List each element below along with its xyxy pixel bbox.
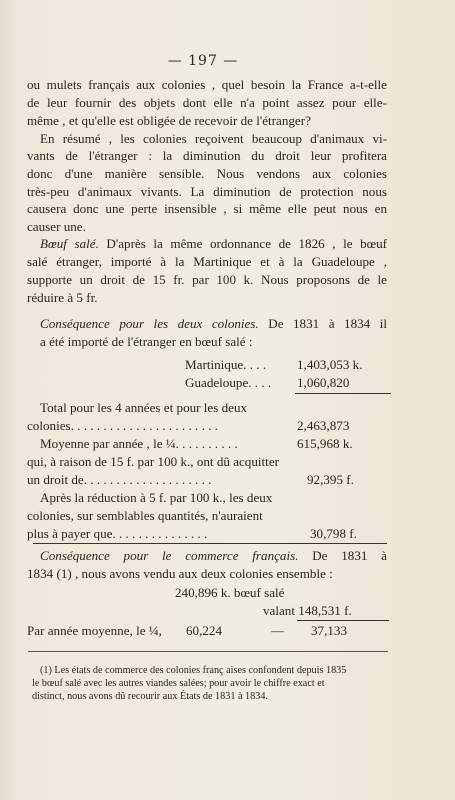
text-line: a été importé de l'étranger en bœuf salé : xyxy=(40,334,253,349)
text-line: supporte un droit de 15 fr. par 100 k. Nous proposons de le xyxy=(27,272,387,287)
text-line: ou mulets français aux colonies , quel besoin la France a-t-elle xyxy=(27,77,387,92)
text-line: un droit de. . . . . . . . . . . . . . . . . . . . xyxy=(27,472,212,487)
text-line: 1834 (1) , nous avons vendu aux deux colonies ensemble : xyxy=(27,566,333,581)
text-line: colonies. . . . . . . . . . . . . . . . . . . . . . . xyxy=(27,418,218,433)
sum-rule xyxy=(295,393,391,394)
section-heading: Conséquence pour les deux colonies. xyxy=(40,316,259,331)
footnote-rule xyxy=(28,651,388,652)
table-value: 2,463,873 xyxy=(297,418,350,433)
text-line: très-peu d'animaux vivants. La diminution de protection nous xyxy=(27,184,387,199)
text-line: Bœuf salé. D'après la même ordonnance de 1826 , le bœuf xyxy=(40,236,387,251)
page-number: — 197 — xyxy=(167,53,239,69)
text-line: colonies, sur semblables quantités, n'auraient xyxy=(27,508,263,523)
text-line: de leur fournir des objets dont elle n'a point assez pour elle- xyxy=(27,95,387,110)
text-line: Total pour les 4 années et pour les deux xyxy=(40,400,248,415)
text-line: donc d'une manière sensible. Nous vendons aux colonies xyxy=(27,166,387,181)
section-heading: Conséquence pour le commerce français. xyxy=(40,548,299,563)
table-value: 92,395 f. xyxy=(307,472,354,487)
text-line: même , et qu'elle est obligée de recevoir de l'étranger? xyxy=(27,113,311,128)
table-label: Guadeloupe. . . . xyxy=(185,375,272,390)
text-line: plus à payer que. . . . . . . . . . . . . . . xyxy=(27,526,208,541)
section-rule xyxy=(33,543,387,544)
text-line: Conséquence pour les deux colonies. De 1831 à 1834 il xyxy=(40,316,387,331)
text-line: salé étranger, importé à la Martinique et à la Guadeloupe , xyxy=(27,254,387,269)
text-line: causera donc une perte insensible , si même elle peut nous en xyxy=(27,201,387,216)
text-line: valant 148,531 f. xyxy=(263,603,352,618)
table-value: 1,060,820 xyxy=(297,375,350,390)
table-value: 615,968 k. xyxy=(297,436,353,451)
footnote-line: le bœuf salé avec les autres viandes salées; pour avoir le chiffre exact et xyxy=(32,678,325,689)
table-value: 30,798 f. xyxy=(310,526,357,541)
text-line: 240,896 k. bœuf salé xyxy=(175,585,285,600)
text-line: qui, à raison de 15 f. par 100 k., ont dû acquitter xyxy=(27,454,279,469)
footnote-line: (1) Les états de commerce des colonies franç aises confondent depuis 1835 xyxy=(40,665,347,676)
text-line: Conséquence pour le commerce français. De 1831 à xyxy=(40,548,387,563)
table-value: 1,403,053 k. xyxy=(297,357,363,372)
sum-rule xyxy=(297,620,389,621)
text-line: vants de l'étranger : la diminution du droit leur profitera xyxy=(27,148,387,163)
text-line: réduire à 5 fr. xyxy=(27,290,98,305)
text-line: causer une. xyxy=(27,219,86,234)
text-line: Moyenne par année , le ¼. . . . . . . . . . xyxy=(40,436,238,451)
footnote-line: distinct, nous avons dû recourir aux États de 1831 à 1834. xyxy=(32,691,268,702)
text-line: En résumé , les colonies reçoivent beaucoup d'animaux vi- xyxy=(40,131,387,146)
table-label: Martinique. . . . xyxy=(185,357,267,372)
table-value: 60,224 xyxy=(186,623,223,638)
text-line: Par année moyenne, le ¼, xyxy=(27,623,162,638)
dash: — xyxy=(271,623,285,638)
text-line: Après la réduction à 5 f. par 100 k., les deux xyxy=(40,490,273,505)
section-heading: Bœuf salé. xyxy=(40,236,99,251)
table-value: 37,133 xyxy=(311,623,348,638)
